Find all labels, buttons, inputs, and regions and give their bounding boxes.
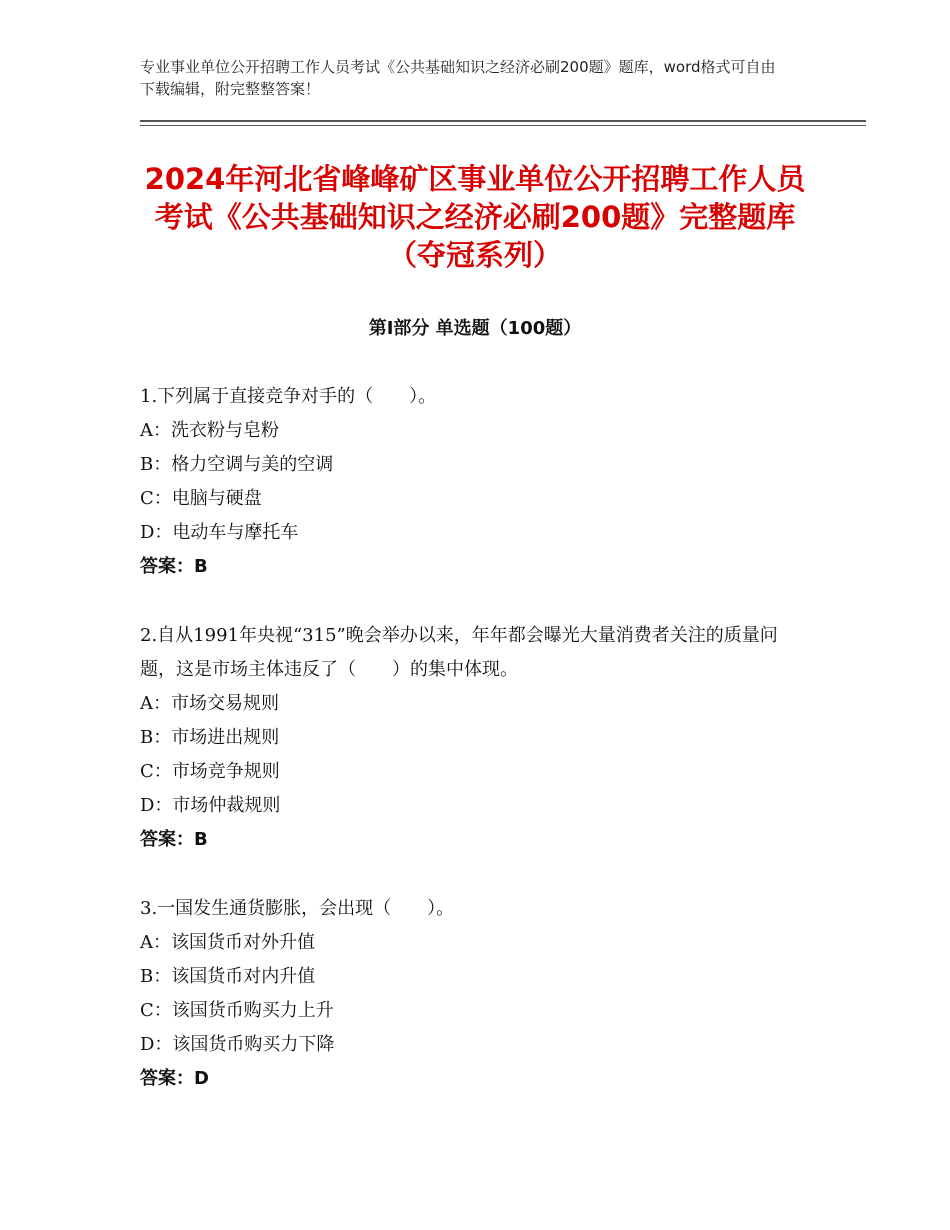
header-note: 专业事业单位公开招聘工作人员考试《公共基础知识之经济必刷200题》题库，word格式可自由下载编辑，附完整整答案！ (140, 58, 776, 98)
answer: 答案：B (140, 829, 208, 850)
answer: 答案：B (140, 556, 208, 577)
option-c: C：该国货币购买力上升 (140, 1000, 334, 1021)
header-divider-thin (140, 125, 866, 126)
question-block (140, 892, 810, 1096)
question-stem: 1.下列属于直接竞争对手的（ ）。 (140, 386, 437, 407)
option-b: B：格力空调与美的空调 (140, 454, 334, 475)
option-a: A：市场交易规则 (140, 693, 279, 714)
option-b: B：市场进出规则 (140, 727, 280, 748)
question-block (140, 380, 810, 584)
question-stem: 2.自从1991年央视“315”晚会举办以来，年年都会曝光大量消费者关注的质量问题，这是市场主体违反了（ ）的集中体现。 (140, 625, 778, 680)
option-a: A：该国货币对外升值 (140, 932, 315, 953)
header-divider-thick (140, 120, 866, 122)
option-d: D：市场仲裁规则 (140, 795, 281, 816)
option-d: D：该国货币购买力下降 (140, 1034, 335, 1055)
option-c: C：市场竞争规则 (140, 761, 280, 782)
option-c: C：电脑与硬盘 (140, 488, 262, 509)
option-d: D：电动车与摩托车 (140, 522, 299, 543)
option-b: B：该国货币对内升值 (140, 966, 316, 987)
question-stem: 3.一国发生通货膨胀，会出现（ ）。 (140, 898, 455, 919)
option-a: A：洗衣粉与皂粉 (140, 420, 279, 441)
answer: 答案：D (140, 1068, 209, 1089)
question-block (140, 619, 810, 857)
document-title: 2024年河北省峰峰矿区事业单位公开招聘工作人员考试《公共基础知识之经济必刷200题》完整题库（夺冠系列） (144, 162, 806, 272)
section-title: 第Ⅰ部分 单选题（100题） (368, 318, 582, 339)
